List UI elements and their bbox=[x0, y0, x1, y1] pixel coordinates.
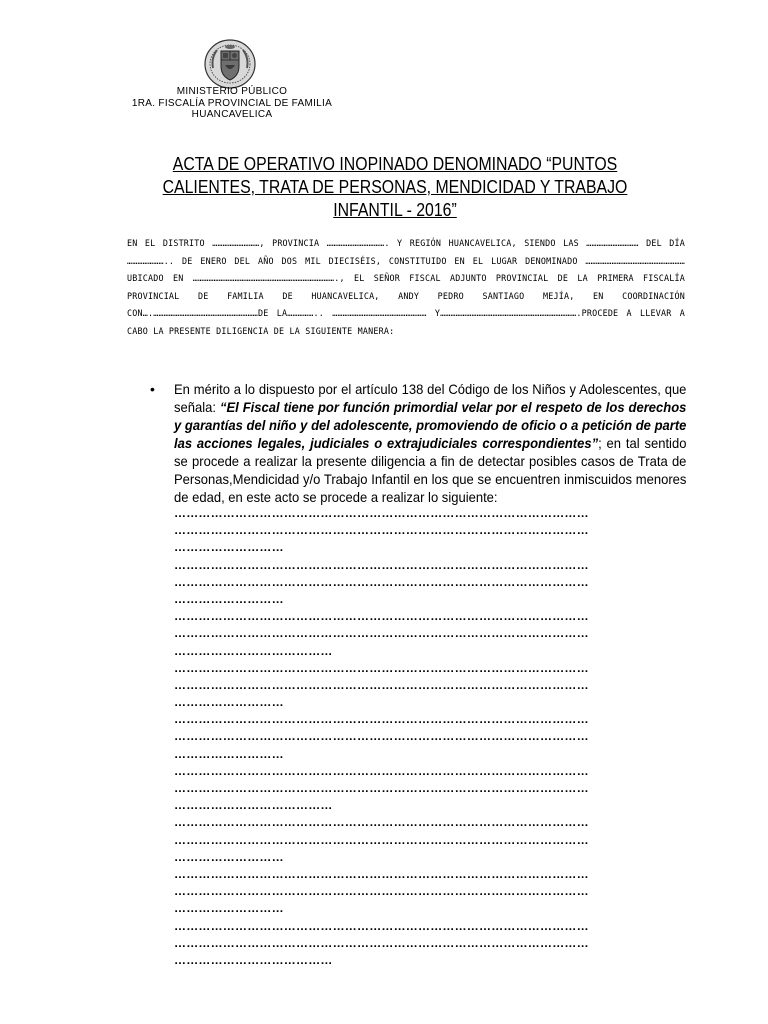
dotted-line[interactable]: ………………………………………………………………………………………… bbox=[174, 815, 589, 830]
bullet-lead-text: En mérito a lo dispuesto por el artículo 138 del Código de los Niños y Adolescentes, que señala: bbox=[174, 381, 687, 415]
dotted-line[interactable]: ……………………… bbox=[174, 901, 284, 916]
dotted-line[interactable]: ………………………………………………………………………………………… bbox=[174, 506, 589, 520]
dotted-line[interactable]: ………………………………………………………………………………………… bbox=[174, 781, 589, 795]
dotted-line[interactable]: ………………………………… bbox=[174, 798, 333, 813]
dotted-line[interactable]: ………………………………………………………………………………………… bbox=[174, 557, 589, 572]
dotted-line[interactable]: ………………………………………………………………………………………… bbox=[174, 866, 589, 881]
bullet-quote-text: “El Fiscal tiene por función primordial velar por el respeto de los derechos y garantías del niño y del adolescente, promoviendo de oficio o a petición de parte las acciones legales, judiciales o extrajudiciales correspondientes” bbox=[174, 399, 687, 451]
intro-paragraph: EN EL DISTRITO ………………………, PROVINCIA ……………………………. Y REGIÓN HUANCAVELICA, SIENDO LAS ………………………… DEL DÍA ………………….. DE ENERO DEL AÑO DOS MIL DIECISÉIS, CONSTITUIDO EN EL LUGAR DENOMINADO ………………………………………………… UBICADO EN ………………………………………………………………………., EL SEÑOR FISCAL ADJUNTO PROVINCIAL DE LA PRIMERA FISCALÍA PROVINCIAL DE FAMILIA DE HUANCAVELICA, ANDY PEDRO SANTIAGO MEJÍA, EN COORDINACIÓN CON….……………………………………………………DE LA…………….. ……………………………………………… Y…………………………………………………………………….PROCEDE A LLEVAR A CABO LA PRESENTE DILIGENCIA DE LA SIGUIENTE MANERA: bbox=[127, 238, 685, 336]
dotted-line[interactable]: ………………………………………………………………………………………… bbox=[174, 935, 589, 950]
dotted-line[interactable]: ……………………… bbox=[174, 746, 284, 761]
institution-header bbox=[120, 86, 344, 121]
dotted-line[interactable]: ………………………………………………………………………………………… bbox=[174, 677, 589, 692]
bullet-icon: • bbox=[150, 381, 155, 397]
dotted-line[interactable]: ………………………………………………………………………………………… bbox=[174, 609, 589, 624]
city-name: HUANCAVELICA bbox=[191, 109, 273, 120]
dotted-line[interactable]: ………………………………………………………………………………………… bbox=[174, 729, 589, 744]
dotted-line[interactable]: ………………………………………………………………………………………… bbox=[174, 626, 589, 641]
dotted-line[interactable]: ……………………… bbox=[174, 849, 284, 864]
dotted-line[interactable]: ……………………… bbox=[174, 695, 284, 710]
dotted-line[interactable]: ………………………………………………………………………………………… bbox=[174, 884, 589, 899]
document-title: ACTA DE OPERATIVO INOPINADO DENOMINADO “PUNTOS CALIENTES, TRATA DE PERSONAS, MENDICIDAD Y TRABAJO INFANTIL - 2016” bbox=[162, 154, 628, 220]
dotted-fill-lines bbox=[174, 505, 686, 969]
dotted-line[interactable]: ………………………………………………………………………………………… bbox=[174, 918, 589, 933]
institution-name: MINISTERIO PÚBLICO bbox=[176, 86, 288, 97]
dotted-line[interactable]: ………………………………………………………………………………………… bbox=[174, 832, 589, 847]
dotted-line[interactable]: ………………………………………………………………………………………… bbox=[174, 574, 589, 589]
dotted-line[interactable]: ………………………………… bbox=[174, 643, 333, 658]
dotted-line[interactable]: ……………………… bbox=[174, 591, 284, 606]
dotted-line[interactable]: ………………………………………………………………………………………… bbox=[174, 660, 589, 675]
bullet-paragraph bbox=[174, 380, 686, 506]
dotted-line[interactable]: ………………………………………………………………………………………… bbox=[174, 523, 589, 538]
dotted-line[interactable]: ……………………… bbox=[174, 540, 284, 555]
coat-of-arms-seal-icon bbox=[203, 38, 257, 90]
dotted-line[interactable]: ………………………………… bbox=[174, 952, 333, 967]
dotted-line[interactable]: ………………………………………………………………………………………… bbox=[174, 712, 589, 727]
office-name: 1RA. FISCALÍA PROVINCIAL DE FAMILIA bbox=[131, 97, 333, 109]
dotted-line[interactable]: ………………………………………………………………………………………… bbox=[174, 763, 589, 778]
bullet-tail-text: ; en tal sentido se procede a realizar la presente diligencia a fin de detectar posibles casos de Trata de Personas,Mendicidad y/o Trabajo Infantil en los que se encuentren inmiscuidos menores de edad, en este acto se procede a realizar lo siguiente: bbox=[174, 435, 687, 505]
